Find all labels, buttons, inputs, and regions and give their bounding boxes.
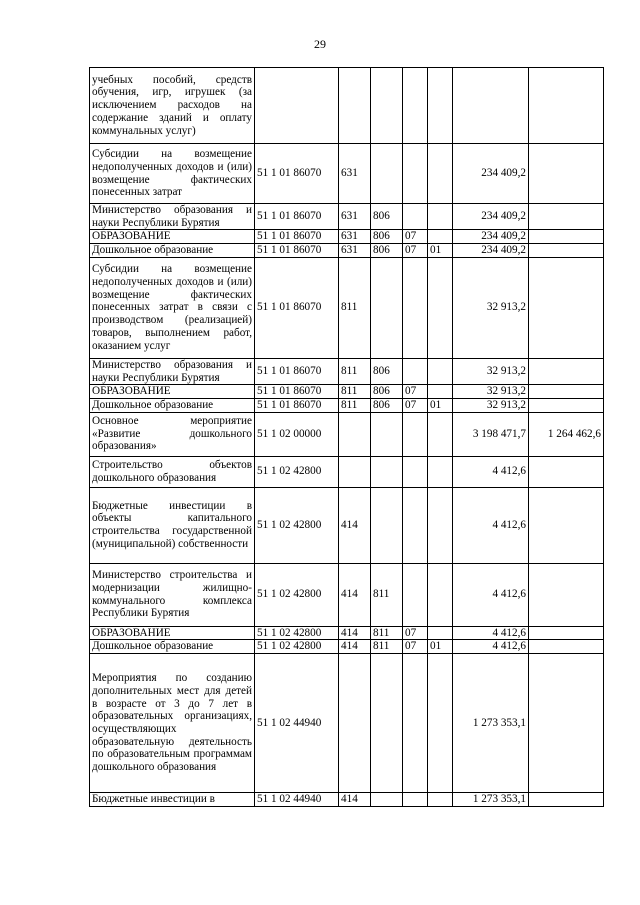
row-section-code: [403, 654, 428, 793]
row-subsection-code: [428, 385, 453, 399]
row-expense-type-code: 414: [339, 563, 371, 626]
table-row: [90, 257, 604, 358]
row-amount-second: [529, 204, 604, 230]
row-subsection-code: 01: [428, 640, 453, 654]
row-expense-type-code: [339, 654, 371, 793]
row-amount-second: [529, 793, 604, 807]
row-expense-type-code: [339, 456, 371, 487]
row-department-code: [371, 456, 403, 487]
row-subsection-code: [428, 654, 453, 793]
row-department-code: 806: [371, 204, 403, 230]
row-expense-type-code: 811: [339, 385, 371, 399]
row-expense-type-code: 811: [339, 398, 371, 412]
row-amount-second: [529, 626, 604, 640]
row-target-code: 51 1 01 86070: [255, 385, 339, 399]
row-amount: 234 409,2: [453, 144, 529, 204]
row-target-code: 51 1 01 86070: [255, 204, 339, 230]
row-amount: 1 273 353,1: [453, 793, 529, 807]
row-amount-second: [529, 68, 604, 144]
row-name: Бюджетные инвестиции в объекты капитального строительства государственной (муниципальной) собственности: [90, 487, 255, 563]
row-amount-second: [529, 563, 604, 626]
row-section-code: [403, 358, 428, 384]
row-target-code: 51 1 02 44940: [255, 793, 339, 807]
row-department-code: [371, 257, 403, 358]
table-row: [90, 68, 604, 144]
row-subsection-code: [428, 204, 453, 230]
row-amount: 4 412,6: [453, 456, 529, 487]
row-department-code: 806: [371, 358, 403, 384]
row-expense-type-code: [339, 68, 371, 144]
table-row: [90, 487, 604, 563]
row-amount: 234 409,2: [453, 204, 529, 230]
row-name: Строительство объектов дошкольного образования: [90, 456, 255, 487]
table-row: [90, 230, 604, 244]
row-name: Основное мероприятие «Развитие дошкольного образования»: [90, 412, 255, 456]
row-section-code: [403, 204, 428, 230]
row-amount-second: [529, 385, 604, 399]
row-subsection-code: [428, 68, 453, 144]
row-amount-second: [529, 244, 604, 258]
row-name: ОБРАЗОВАНИЕ: [90, 385, 255, 399]
row-target-code: 51 1 02 42800: [255, 487, 339, 563]
row-amount: 234 409,2: [453, 244, 529, 258]
row-section-code: [403, 144, 428, 204]
row-target-code: 51 1 01 86070: [255, 230, 339, 244]
row-amount-second: [529, 230, 604, 244]
row-expense-type-code: 811: [339, 358, 371, 384]
row-amount-second: [529, 144, 604, 204]
row-subsection-code: [428, 230, 453, 244]
row-target-code: 51 1 01 86070: [255, 257, 339, 358]
row-amount-second: [529, 654, 604, 793]
row-name: Министерство строительства и модернизации жилищно-коммунального комплекса Республики Бурятия: [90, 563, 255, 626]
row-department-code: 806: [371, 230, 403, 244]
row-target-code: 51 1 02 00000: [255, 412, 339, 456]
row-name: Субсидии на возмещение недополученных доходов и (или) возмещение фактических понесенных затрат в связи с производством (реализацией) товаров, выполнением работ, оказанием услуг: [90, 257, 255, 358]
row-amount: 4 412,6: [453, 626, 529, 640]
row-subsection-code: 01: [428, 244, 453, 258]
row-expense-type-code: 631: [339, 144, 371, 204]
row-subsection-code: [428, 626, 453, 640]
row-section-code: 07: [403, 244, 428, 258]
row-section-code: 07: [403, 385, 428, 399]
row-amount-second: [529, 640, 604, 654]
row-name: ОБРАЗОВАНИЕ: [90, 230, 255, 244]
table-row: [90, 626, 604, 640]
row-expense-type-code: 414: [339, 793, 371, 807]
row-subsection-code: 01: [428, 398, 453, 412]
row-target-code: 51 1 01 86070: [255, 398, 339, 412]
table-row: [90, 563, 604, 626]
row-expense-type-code: [339, 412, 371, 456]
row-subsection-code: [428, 257, 453, 358]
row-section-code: 07: [403, 626, 428, 640]
row-amount: 3 198 471,7: [453, 412, 529, 456]
row-section-code: [403, 456, 428, 487]
row-amount-second: [529, 358, 604, 384]
row-amount: 32 913,2: [453, 385, 529, 399]
table-row: [90, 385, 604, 399]
row-amount: [453, 68, 529, 144]
row-amount: 32 913,2: [453, 398, 529, 412]
row-section-code: [403, 68, 428, 144]
row-expense-type-code: 631: [339, 230, 371, 244]
row-section-code: 07: [403, 640, 428, 654]
table-row: [90, 204, 604, 230]
row-amount: 32 913,2: [453, 257, 529, 358]
row-subsection-code: [428, 487, 453, 563]
row-amount-second: [529, 257, 604, 358]
row-amount: 1 273 353,1: [453, 654, 529, 793]
row-name: Субсидии на возмещение недополученных доходов и (или) возмещение фактических понесенных затрат: [90, 144, 255, 204]
table-row: [90, 654, 604, 793]
row-department-code: [371, 144, 403, 204]
row-name: Министерство образования и науки Республики Бурятия: [90, 204, 255, 230]
table-row: [90, 640, 604, 654]
row-subsection-code: [428, 793, 453, 807]
row-expense-type-code: 631: [339, 204, 371, 230]
row-target-code: 51 1 01 86070: [255, 358, 339, 384]
row-name: Министерство образования и науки Республики Бурятия: [90, 358, 255, 384]
row-department-code: [371, 654, 403, 793]
table-row: [90, 358, 604, 384]
table-row: [90, 456, 604, 487]
row-department-code: [371, 412, 403, 456]
row-name: Дошкольное образование: [90, 640, 255, 654]
table-row: [90, 793, 604, 807]
row-expense-type-code: 631: [339, 244, 371, 258]
row-amount-second: [529, 398, 604, 412]
row-expense-type-code: 414: [339, 487, 371, 563]
row-name: Мероприятия по созданию дополнительных мест для детей в возрасте от 3 до 7 лет в образовательных организациях, осуществляющих образовательную деятельность по образовательным программам дошкольного образования: [90, 654, 255, 793]
row-expense-type-code: 811: [339, 257, 371, 358]
row-subsection-code: [428, 563, 453, 626]
row-amount-second: [529, 456, 604, 487]
row-section-code: [403, 793, 428, 807]
row-department-code: 806: [371, 244, 403, 258]
row-department-code: 811: [371, 563, 403, 626]
row-department-code: 806: [371, 385, 403, 399]
table-body: [90, 68, 604, 807]
row-department-code: [371, 68, 403, 144]
row-department-code: [371, 487, 403, 563]
row-section-code: [403, 563, 428, 626]
table-row: [90, 144, 604, 204]
row-target-code: 51 1 02 42800: [255, 456, 339, 487]
row-expense-type-code: 414: [339, 626, 371, 640]
row-expense-type-code: 414: [339, 640, 371, 654]
row-section-code: [403, 412, 428, 456]
row-name: ОБРАЗОВАНИЕ: [90, 626, 255, 640]
row-subsection-code: [428, 358, 453, 384]
row-subsection-code: [428, 456, 453, 487]
table-row: [90, 244, 604, 258]
row-department-code: 811: [371, 640, 403, 654]
row-name: учебных пособий, средств обучения, игр, игрушек (за исключением расходов на содержание зданий и оплату коммунальных услуг): [90, 68, 255, 144]
row-target-code: 51 1 01 86070: [255, 244, 339, 258]
row-target-code: 51 1 02 42800: [255, 640, 339, 654]
row-name: Бюджетные инвестиции в: [90, 793, 255, 807]
row-department-code: 806: [371, 398, 403, 412]
row-amount: 234 409,2: [453, 230, 529, 244]
row-amount: 4 412,6: [453, 640, 529, 654]
row-section-code: [403, 487, 428, 563]
row-subsection-code: [428, 412, 453, 456]
row-target-code: 51 1 02 42800: [255, 563, 339, 626]
row-amount: 4 412,6: [453, 563, 529, 626]
row-target-code: 51 1 01 86070: [255, 144, 339, 204]
row-amount: 32 913,2: [453, 358, 529, 384]
row-target-code: 51 1 02 42800: [255, 626, 339, 640]
page-number: 29: [314, 37, 326, 51]
row-amount-second: 1 264 462,6: [529, 412, 604, 456]
row-target-code: 51 1 02 44940: [255, 654, 339, 793]
row-amount: 4 412,6: [453, 487, 529, 563]
row-section-code: 07: [403, 230, 428, 244]
row-department-code: 811: [371, 626, 403, 640]
row-section-code: [403, 257, 428, 358]
row-department-code: [371, 793, 403, 807]
row-amount-second: [529, 487, 604, 563]
table-row: [90, 412, 604, 456]
row-subsection-code: [428, 144, 453, 204]
row-section-code: 07: [403, 398, 428, 412]
budget-table: [89, 67, 604, 807]
table-row: [90, 398, 604, 412]
row-target-code: [255, 68, 339, 144]
row-name: Дошкольное образование: [90, 244, 255, 258]
row-name: Дошкольное образование: [90, 398, 255, 412]
